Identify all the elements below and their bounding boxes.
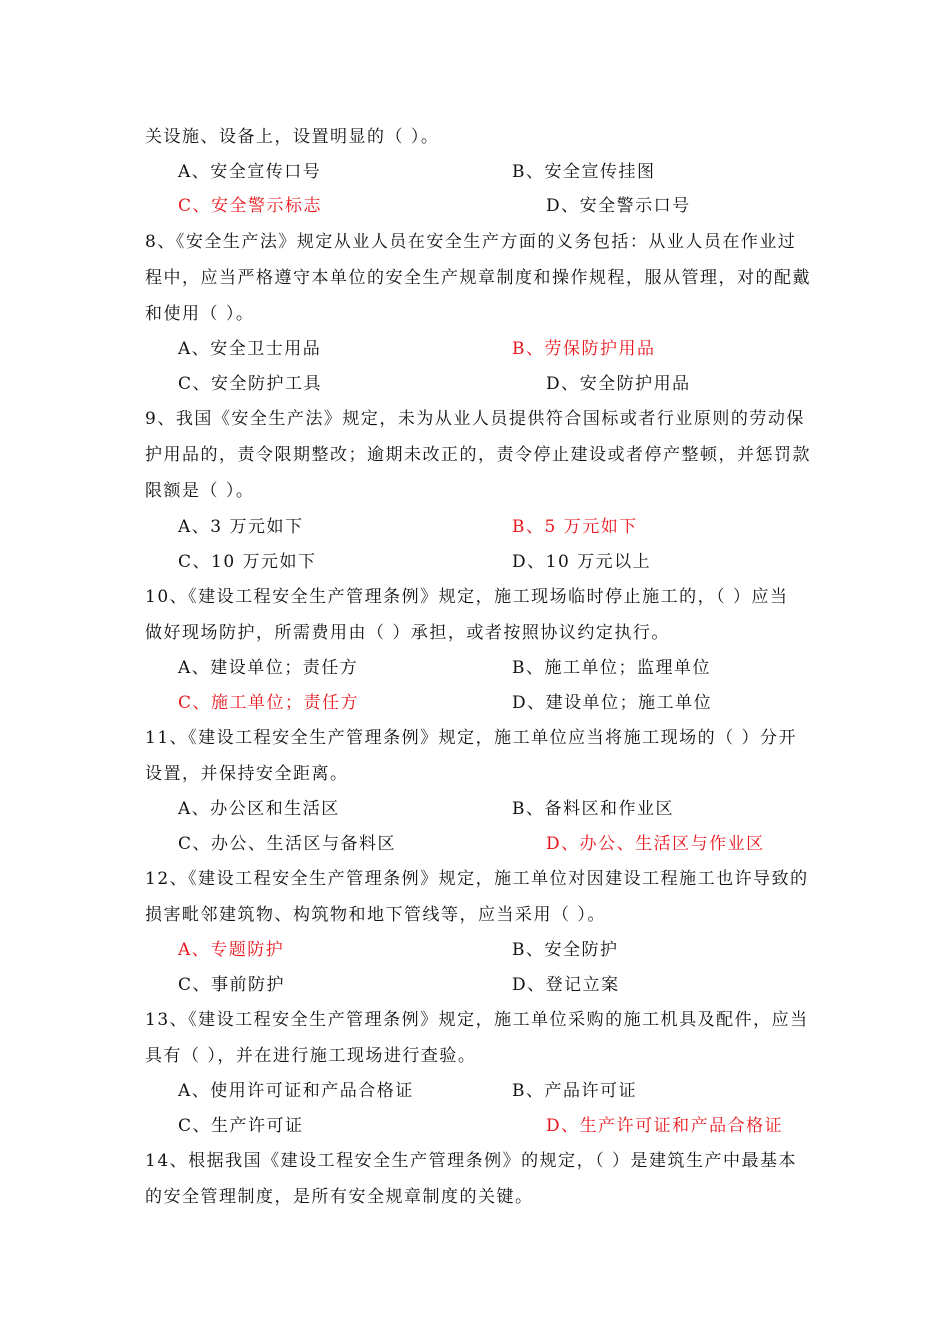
question-10-line-1: 10、《建设工程安全生产管理条例》规定，施工现场临时停止施工的，（ ）应当 [145,587,789,607]
q12-option-d: D、登记立案 [512,975,620,995]
q13-option-d-answer: D、生产许可证和产品合格证 [546,1116,784,1136]
q10-option-a: A、建设单位；责任方 [178,658,359,678]
q9-option-d: D、10 万元以上 [512,552,652,572]
q10-option-d: D、建设单位；施工单位 [512,693,713,713]
q13-option-b: B、产品许可证 [512,1081,637,1101]
q12-option-b: B、安全防护 [512,940,619,960]
question-9-line-2: 护用品的，责令限期整改；逾期未改正的，责令停止建设或者停产整顿，并惩罚款 [145,445,811,465]
q7-option-a: A、安全宣传口号 [178,162,322,182]
q11-option-a: A、办公区和生活区 [178,799,340,819]
question-11-line-2: 设置，并保持安全距离。 [145,764,349,784]
q8-option-b-answer: B、劳保防护用品 [512,339,656,359]
question-13-line-2: 具有（ ），并在进行施工现场进行查验。 [145,1046,477,1066]
question-9-line-1: 9、我国《安全生产法》规定，未为从业人员提供符合国标或者行业原则的劳动保 [145,409,805,429]
question-13-line-1: 13、《建设工程安全生产管理条例》规定，施工单位采购的施工机具及配件，应当 [145,1010,809,1030]
q12-option-c: C、事前防护 [178,975,286,995]
q11-option-d-answer: D、办公、生活区与作业区 [546,834,765,854]
q10-option-c-answer: C、施工单位；责任方 [178,693,360,713]
q12-option-a-answer: A、专题防护 [178,940,285,960]
question-8-line-2: 程中，应当严格遵守本单位的安全生产规章制度和操作规程，服从管理，对的配戴 [145,268,811,288]
question-8-line-3: 和使用（ ）。 [145,304,255,324]
q7-option-d: D、安全警示口号 [546,196,691,216]
q11-option-b: B、备料区和作业区 [512,799,674,819]
question-14-line-1: 14、根据我国《建设工程安全生产管理条例》的规定，（ ）是建筑生产中最基本 [145,1151,798,1171]
q9-option-a: A、3 万元如下 [178,517,304,537]
question-8-line-1: 8、《安全生产法》规定从业人员在安全生产方面的义务包括：从业人员在作业过 [145,232,797,252]
q9-option-c: C、10 万元如下 [178,552,317,572]
q13-option-c: C、生产许可证 [178,1116,304,1136]
q8-option-d: D、安全防护用品 [546,374,691,394]
q13-option-a: A、使用许可证和产品合格证 [178,1081,414,1101]
question-10-line-2: 做好现场防护，所需费用由（ ）承担，或者按照协议约定执行。 [145,623,670,643]
q7-option-c-answer: C、安全警示标志 [178,196,323,216]
q11-option-c: C、办公、生活区与备料区 [178,834,397,854]
q7-option-b: B、安全宣传挂图 [512,162,656,182]
q10-option-b: B、施工单位；监理单位 [512,658,711,678]
question-12-line-2: 损害毗邻建筑物、构筑物和地下管线等，应当采用（ ）。 [145,905,606,925]
q8-option-c: C、安全防护工具 [178,374,323,394]
q9-option-b-answer: B、5 万元如下 [512,517,638,537]
question-12-line-1: 12、《建设工程安全生产管理条例》规定，施工单位对因建设工程施工也许导致的 [145,869,809,889]
q8-option-a: A、安全卫士用品 [178,339,322,359]
question-14-line-2: 的安全管理制度，是所有安全规章制度的关键。 [145,1187,534,1207]
question-9-line-3: 限额是（ ）。 [145,481,255,501]
question-11-line-1: 11、《建设工程安全生产管理条例》规定，施工单位应当将施工现场的（ ）分开 [145,728,798,748]
question-7-text-end: 关设施、设备上，设置明显的（ ）。 [145,127,440,147]
